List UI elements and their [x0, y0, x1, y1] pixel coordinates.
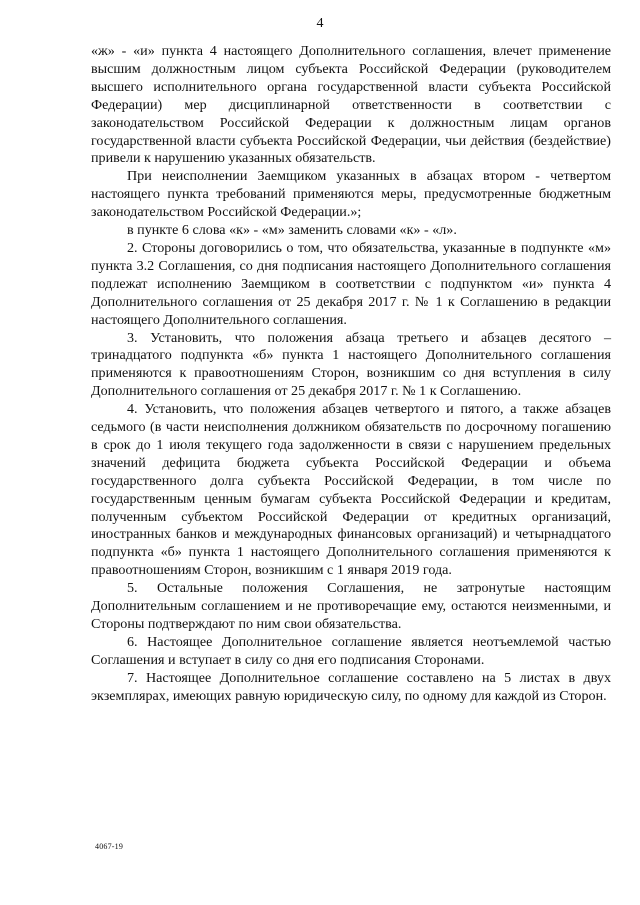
paragraph-3-clause-6-amendment: в пункте 6 слова «к» - «м» заменить словами «к» - «л».	[127, 222, 457, 239]
paragraph-item-6: 6. Настоящее Дополнительное соглашение является неотъемлемой частью Соглашения и вступает в силу со дня его подписания Сторонами.	[91, 633, 611, 668]
paragraph-item-7: 7. Настоящее Дополнительное соглашение составлено на 5 листах в двух экземплярах, имеющих равную юридическую силу, по одному для каждой из Сторон.	[91, 669, 611, 704]
document-code: 4067-19	[95, 842, 124, 851]
paragraph-item-2: 2. Стороны договорились о том, что обязательства, указанные в подпункте «м» пункта 3.2 Соглашения, со дня подписания настоящего Дополнительного соглашения подлежат исполнению Заемщиком в соответствии с подпунктом «и» пункта 4 Дополнительного соглашения от 25 декабря 2017 г. № 1 к Соглашению в редакции настоящего Дополнительного соглашения.	[91, 239, 611, 328]
page-number: 4	[316, 16, 324, 31]
paragraph-1-continuation: «ж» - «и» пункта 4 настоящего Дополнительного соглашения, влечет применение высшим должностным лицом субъекта Российской Федерации (руководителем высшего исполнительного органа государственной власти субъекта Российской Федерации) мер дисциплинарной ответственности в соответствии с законодательством Российской Федерации к должностным лицам органов государственной власти субъекта Российской Федерации, чьи действия (бездействие) привели к нарушению указанных обязательств.	[91, 43, 611, 167]
document-body	[91, 43, 611, 706]
paragraph-item-5: 5. Остальные положения Соглашения, не затронутые настоящим Дополнительным соглашением и не противоречащие ему, остаются неизменными, и Стороны подтверждают по ним свои обязательства.	[91, 580, 611, 632]
paragraph-item-3: 3. Установить, что положения абзаца третьего и абзацев десятого – тринадцатого подпункта «б» пункта 1 настоящего Дополнительного соглашения применяются к правоотношениям Сторон, возникшим со дня вступления в силу Дополнительного соглашения от 25 декабря 2017 г. № 1 к Соглашению.	[91, 329, 611, 400]
paragraph-item-4: 4. Установить, что положения абзацев четвертого и пятого, а также абзацев седьмого (в части неисполнения должником обязательств по досрочному погашению в срок до 1 июля текущего года задолженности в связи с нарушением предельных значений дефицита бюджета субъекта Российской Федерации и объема государственного долга субъекта Российской Федерации, в том числе по государственным ценным бумагам субъекта Российской Федерации и кредитам, полученным субъектом Российской Федерации от кредитных организаций, иностранных банков и международных финансовых организаций) и четырнадцатого подпункта «б» пункта 1 настоящего Дополнительного соглашения применяются к правоотношениям Сторон, возникшим с 1 января 2019 года.	[91, 401, 611, 579]
paragraph-2-nonfulfillment: При неисполнении Заемщиком указанных в абзацах втором - четвертом настоящего пункта требований применяются меры, предусмотренные бюджетным законодательством Российской Федерации.»;	[91, 168, 611, 221]
